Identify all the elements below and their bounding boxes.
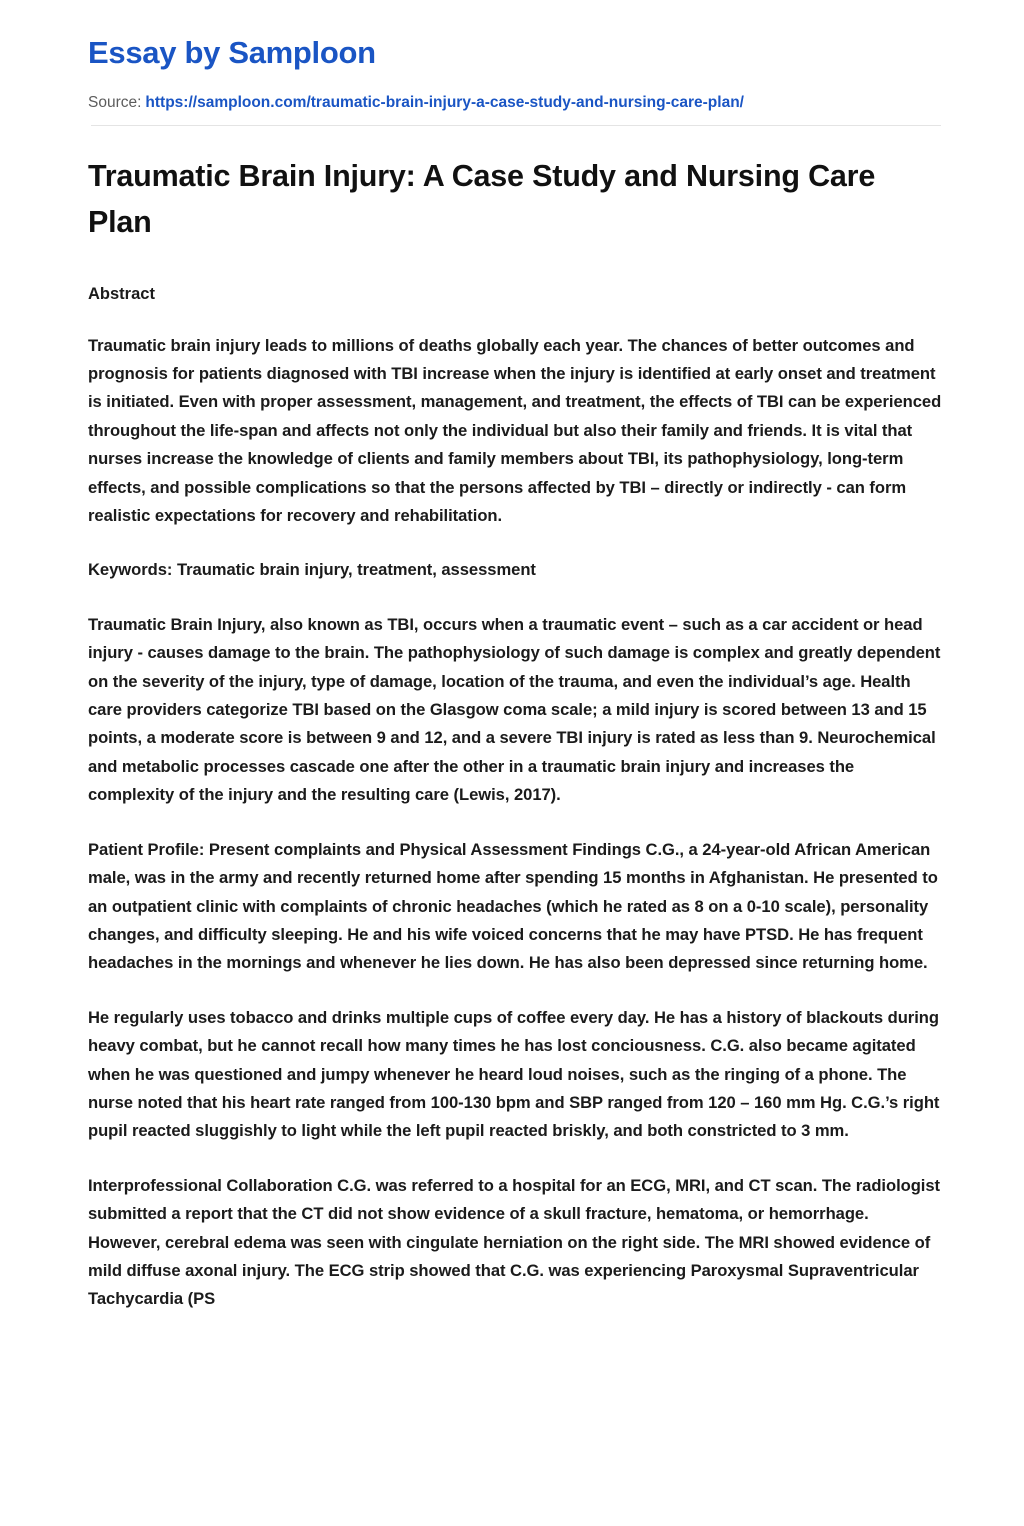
paragraph-social-history: He regularly uses tobacco and drinks multiple cups of coffee every day. He has a history of blackouts during heavy combat, but he cannot recall how many times he has lost conciousness. C.G. also became agitated when he was questioned and jumpy whenever he heard loud noises, such as the ringing of a phone. The nurse noted that his heart rate ranged from 100-130 bpm and SBP ranged from 120 – 160 mm Hg. C.G.’s right pupil reacted sluggishly to light while the left pupil reacted briskly, and both constricted to 3 mm. <box>88 1007 940 1141</box>
keywords-line: Keywords: Traumatic brain injury, treatment, assessment <box>88 560 536 580</box>
source-url-link[interactable]: https://samploon.com/traumatic-brain-injury-a-case-study-and-nursing-care-plan/ <box>145 94 744 112</box>
page-content <box>88 0 944 1314</box>
abstract-heading: Abstract <box>88 284 155 303</box>
header-divider <box>91 125 941 126</box>
paragraph-patient-profile: Patient Profile: Present complaints and Physical Assessment Findings C.G., a 24-year-old African American male, was in the army and recently returned home after spending 15 months in Afghanistan. He presented to an outpatient clinic with complaints of chronic headaches (which he rated as 8 on a 0-10 scale), personality changes, and difficulty sleeping. He and his wife voiced concerns that he may have PTSD. He has frequent headaches in the mornings and whenever he lies down. He has also been depressed since returning home. <box>88 839 938 973</box>
site-logo[interactable]: Essay by Samploon <box>88 35 376 70</box>
paragraph-interprofessional-collaboration: Interprofessional Collaboration C.G. was referred to a hospital for an ECG, MRI, and CT scan. The radiologist submitted a report that the CT did not show evidence of a skull fracture, hematoma, or hemorrhage. However, cerebral edema was seen with cingulate herniation on the right side. The MRI showed evidence of mild diffuse axonal injury. The ECG strip showed that C.G. was experiencing Paroxysmal Supraventricular Tachycardia (PS <box>88 1175 941 1309</box>
article-body <box>88 153 944 1314</box>
abstract-paragraph: Traumatic brain injury leads to millions of deaths globally each year. The chances of better outcomes and prognosis for patients diagnosed with TBI increase when the injury is identified at early onset and treatment is initiated. Even with proper assessment, management, and treatment, the effects of TBI can be experienced throughout the life-span and affects not only the individual but also their family and friends. It is vital that nurses increase the knowledge of clients and family members about TBI, its pathophysiology, long-term effects, and possible complications so that the persons affected by TBI – directly or indirectly - can form realistic expectations for recovery and rehabilitation. <box>88 335 942 526</box>
site-header <box>88 0 944 126</box>
source-line <box>88 92 944 114</box>
page-title: Traumatic Brain Injury: A Case Study and Nursing Care Plan <box>88 158 876 240</box>
source-label: Source: <box>88 94 142 112</box>
paragraph-tbi-definition: Traumatic Brain Injury, also known as TBI, occurs when a traumatic event – such as a car accident or head injury - causes damage to the brain. The pathophysiology of such damage is complex and greatly dependent on the severity of the injury, type of damage, location of the trauma, and even the individual’s age. Health care providers categorize TBI based on the Glasgow coma scale; a mild injury is scored between 13 and 15 points, a moderate score is between 9 and 12, and a severe TBI injury is rated as less than 9. Neurochemical and metabolic processes cascade one after the other in a traumatic brain injury and increases the complexity of the injury and the resulting care (Lewis, 2017). <box>88 614 941 805</box>
